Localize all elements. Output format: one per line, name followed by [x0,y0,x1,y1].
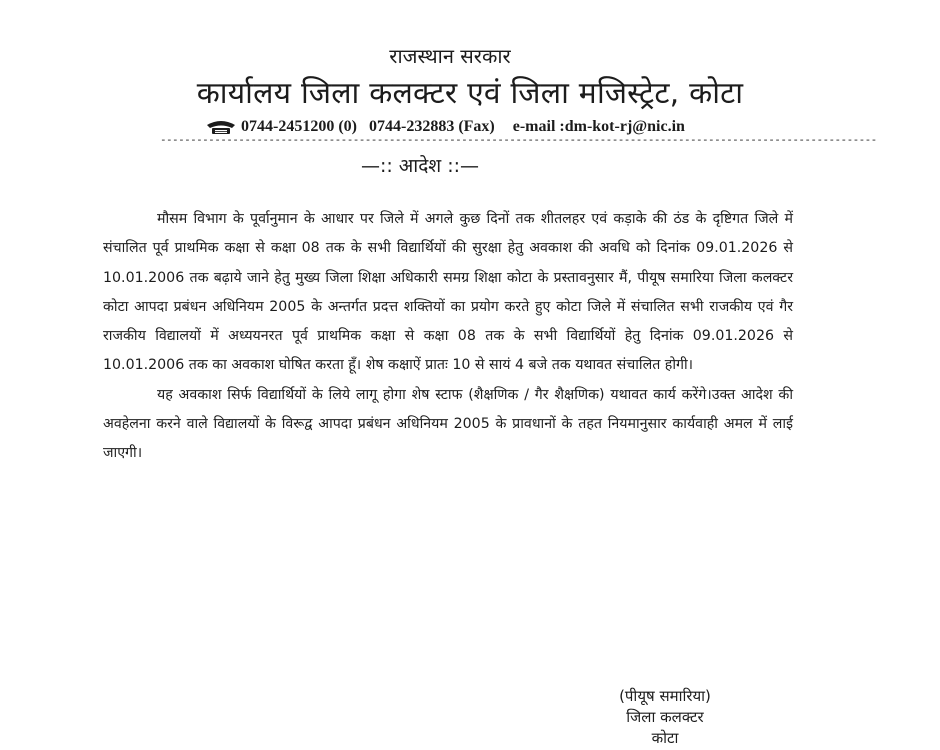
phone-number: 0744-2451200 (0) [241,118,357,135]
government-name: राजस्थान सरकार [389,44,511,68]
order-paragraph: मौसम विभाग के पूर्वानुमान के आधार पर जिले में अगले कुछ दिनों तक शीतलहर एवं कड़ाके की ठंड के दृष्टिगत जिले में संचालित पूर्व प्राथमिक कक्षा से कक्षा 08 तक के सभी विद्यार्थियों की सुरक्षा हेतु अवकाश की अवधि को दिनांक 09.01.2026 से 10.01.2006 तक बढ़ाये जाने हेतु मुख्य जिला शिक्षा अधिकारी समग्र शिक्षा कोटा के प्रस्तावनुसार मैं, पीयूष समारिया जिला कलक्टर कोटा आपदा प्रबंधन अधिनियम 2005 के अन्तर्गत प्रदत्त शक्तियों का प्रयोग करते हुए कोटा जिले में संचालित सभी राजकीय एवं गैर राजकीय विद्यालयों में अध्ययनरत पूर्व प्राथमिक कक्षा से कक्षा 08 तक के सभी विद्यार्थियों हेतु दिनांक 09.01.2026 से 10.01.2006 तक का अवकाश घोषित करता हूँ। शेष कक्षाऐं प्रातः 10 से सायं 4 बजे तक यथावत संचालित होगी। [103,211,794,374]
signatory-place: कोटा [651,729,679,747]
signatory-designation: जिला कलक्टर [626,708,704,726]
order-heading: —:: आदेश ::— [360,155,480,177]
header-separator: ----------------------------------------------------------------------------------------------------------------------- [160,133,877,146]
fax-number: 0744-232883 (Fax) [368,118,495,135]
order-paragraph: यह अवकाश सिर्फ विद्यार्थियों के लिये लागू होगा शेष स्टाफ (शैक्षणिक / गैर शैक्षणिक) यथावत कार्य करेंगे।उक्त आदेश की अवहेलना करने वाले विद्यालयों के विरूद्व आपदा प्रबंधन अधिनियम 2005 के प्रावधानों के तहत नियमानुसार कार्यवाही अमल में लाई जाएगी। [103,386,793,462]
order-body [103,205,793,469]
email-address: e-mail :dm-kot-rj@nic.in [512,118,685,135]
signatory-name: (पीयूष समारिया) [619,687,711,705]
signature-block [560,686,770,749]
office-title: कार्यालय जिला कलक्टर एवं जिला मजिस्ट्रेट, कोटा [196,76,744,111]
